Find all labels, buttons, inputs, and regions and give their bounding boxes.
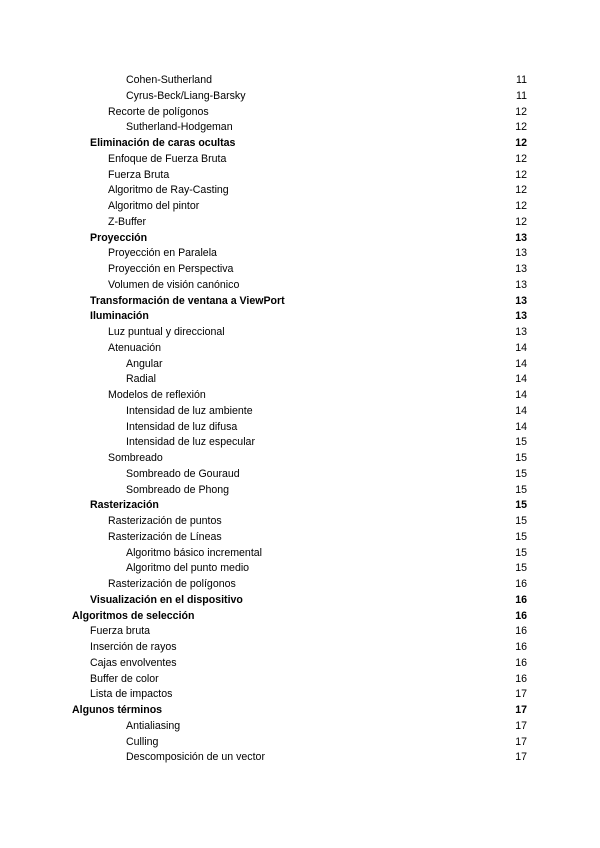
toc-entry[interactable] — [0, 593, 600, 609]
toc-entry-title: Algoritmos de selección — [72, 609, 195, 622]
toc-entry-title: Iluminación — [90, 310, 149, 323]
toc-entry-title: Visualización en el dispositivo — [90, 593, 243, 606]
toc-entry[interactable] — [0, 435, 600, 451]
toc-entry-title: Algoritmo del punto medio — [126, 562, 250, 575]
toc-entry-page-number: 15 — [515, 562, 527, 575]
toc-entry[interactable] — [0, 640, 600, 656]
toc-entry[interactable] — [0, 325, 600, 341]
toc-entry[interactable] — [0, 231, 600, 247]
toc-entry-page-number: 13 — [515, 263, 527, 275]
toc-entry-title: Rasterización de Líneas — [108, 530, 222, 543]
toc-entry-title: Inserción de rayos — [90, 641, 177, 653]
toc-entry-page-number: 15 — [515, 436, 527, 449]
toc-entry-page-number: 15 — [515, 467, 527, 480]
toc-entry-page-number: 17 — [515, 735, 527, 748]
toc-entry[interactable] — [0, 152, 600, 168]
table-of-contents — [0, 73, 600, 766]
toc-entry-page-number: 11 — [516, 89, 527, 102]
toc-entry-title: Intensidad de luz difusa — [126, 420, 238, 433]
toc-entry-page-number: 11 — [516, 74, 527, 86]
toc-entry-page-number: 12 — [515, 168, 527, 181]
toc-entry-title: Radial — [126, 373, 157, 386]
toc-entry-page-number: 16 — [515, 656, 527, 669]
toc-entry-page-number: 15 — [515, 515, 527, 527]
toc-entry-title: Z-Buffer — [108, 215, 147, 228]
toc-entry[interactable] — [0, 199, 600, 215]
toc-entry-page-number: 14 — [515, 404, 527, 417]
toc-entry[interactable] — [0, 561, 600, 577]
toc-entry-title: Atenuación — [108, 341, 162, 354]
toc-entry-page-number: 14 — [515, 420, 527, 433]
toc-entry-title: Lista de impactos — [90, 688, 173, 701]
toc-entry[interactable] — [0, 624, 600, 640]
toc-entry[interactable] — [0, 278, 600, 294]
toc-entry-title: Cohen-Sutherland — [126, 74, 212, 86]
toc-entry-page-number: 12 — [515, 121, 527, 134]
toc-entry[interactable] — [0, 546, 600, 562]
toc-entry[interactable] — [0, 498, 600, 514]
toc-entry-page-number: 15 — [515, 483, 527, 496]
toc-entry-title: Fuerza bruta — [90, 625, 151, 638]
toc-entry-page-number: 16 — [515, 609, 527, 622]
toc-entry[interactable] — [0, 341, 600, 357]
toc-entry-title: Sombreado de Phong — [126, 483, 230, 496]
toc-entry-title: Cajas envolventes — [90, 656, 177, 669]
toc-entry[interactable] — [0, 467, 600, 483]
toc-entry[interactable] — [0, 750, 600, 766]
toc-entry-page-number: 13 — [515, 310, 527, 323]
toc-entry-title: Sombreado de Gouraud — [126, 467, 240, 480]
toc-entry[interactable] — [0, 357, 600, 373]
toc-entry-title: Angular — [126, 357, 163, 370]
toc-entry-page-number: 17 — [515, 719, 527, 732]
toc-entry-page-number: 16 — [515, 641, 527, 653]
toc-entry-title: Antialiasing — [126, 719, 181, 732]
toc-entry-title: Algoritmo de Ray-Casting — [108, 184, 229, 197]
toc-entry-page-number: 14 — [515, 341, 527, 354]
toc-entry-page-number: 13 — [515, 326, 527, 338]
toc-entry[interactable] — [0, 262, 600, 278]
toc-entry-page-number: 15 — [515, 452, 527, 464]
toc-entry-title: Proyección en Paralela — [108, 247, 217, 260]
toc-entry-title: Rasterización de puntos — [108, 515, 222, 527]
toc-entry-title: Luz puntual y direccional — [108, 326, 225, 338]
toc-entry-page-number: 14 — [515, 389, 527, 401]
toc-entry-title: Intensidad de luz especular — [126, 436, 255, 449]
toc-entry[interactable] — [0, 294, 600, 310]
toc-entry[interactable] — [0, 577, 600, 593]
toc-entry-page-number: 17 — [515, 751, 527, 764]
toc-entry[interactable] — [0, 105, 600, 121]
toc-entry-title: Descomposición de un vector — [126, 751, 265, 764]
toc-entry-page-number: 16 — [515, 578, 527, 590]
toc-entry-title: Recorte de polígonos — [108, 105, 209, 118]
toc-entry-page-number: 12 — [515, 152, 527, 165]
toc-entry-title: Modelos de reflexión — [108, 389, 206, 401]
toc-entry[interactable] — [0, 719, 600, 735]
toc-entry-page-number: 16 — [515, 625, 527, 638]
toc-entry-title: Eliminación de caras ocultas — [90, 137, 236, 149]
toc-entry-page-number: 15 — [515, 530, 527, 543]
toc-entry[interactable] — [0, 183, 600, 199]
toc-entry-title: Proyección — [90, 231, 148, 244]
toc-entry-page-number: 12 — [515, 200, 527, 212]
toc-entry-title: Rasterización — [90, 499, 159, 512]
toc-entry-title: Buffer de color — [90, 672, 159, 685]
toc-entry-page-number: 17 — [515, 688, 527, 701]
toc-entry-title: Enfoque de Fuerza Bruta — [108, 152, 227, 165]
toc-entry[interactable] — [0, 73, 600, 89]
toc-entry-title: Proyección en Perspectiva — [108, 263, 234, 275]
toc-entry[interactable] — [0, 483, 600, 499]
toc-entry[interactable] — [0, 735, 600, 751]
toc-entry[interactable] — [0, 703, 600, 719]
toc-entry[interactable] — [0, 656, 600, 672]
toc-entry[interactable] — [0, 420, 600, 436]
toc-entry[interactable] — [0, 687, 600, 703]
toc-entry[interactable] — [0, 215, 600, 231]
toc-entry[interactable] — [0, 372, 600, 388]
toc-entry-title: Algunos términos — [72, 704, 163, 716]
toc-entry-page-number: 12 — [515, 215, 527, 228]
toc-entry[interactable] — [0, 246, 600, 262]
toc-entry-title: Culling — [126, 735, 159, 748]
toc-entry-title: Algoritmo básico incremental — [126, 546, 263, 559]
toc-entry[interactable] — [0, 609, 600, 625]
toc-entry-title: Fuerza Bruta — [108, 168, 170, 181]
toc-entry-page-number: 16 — [515, 672, 527, 685]
toc-entry-title: Intensidad de luz ambiente — [126, 404, 253, 417]
toc-entry-title: Rasterización de polígonos — [108, 578, 236, 590]
toc-entry-title: Volumen de visión canónico — [108, 278, 240, 291]
toc-entry[interactable] — [0, 309, 600, 325]
toc-entry-page-number: 12 — [515, 184, 527, 197]
toc-entry-title: Transformación de ventana a ViewPort — [90, 294, 285, 307]
toc-entry-page-number: 12 — [515, 137, 527, 149]
toc-entry-page-number: 13 — [515, 278, 527, 291]
toc-entry-page-number: 14 — [515, 357, 527, 370]
toc-entry[interactable] — [0, 451, 600, 467]
toc-entry-page-number: 14 — [515, 373, 527, 386]
toc-entry[interactable] — [0, 168, 600, 184]
toc-entry-title: Cyrus-Beck/Liang-Barsky — [126, 89, 246, 102]
toc-entry-page-number: 17 — [515, 704, 527, 716]
toc-entry[interactable] — [0, 530, 600, 546]
toc-entry-page-number: 13 — [515, 247, 527, 260]
toc-entry-title: Algoritmo del pintor — [108, 200, 200, 212]
toc-entry[interactable] — [0, 388, 600, 404]
toc-entry-page-number: 15 — [515, 546, 527, 559]
toc-entry-page-number: 13 — [515, 294, 527, 307]
toc-entry-page-number: 12 — [515, 105, 527, 118]
toc-entry[interactable] — [0, 136, 600, 152]
toc-entry-page-number: 13 — [515, 231, 527, 244]
toc-entry[interactable] — [0, 404, 600, 420]
toc-entry[interactable] — [0, 514, 600, 530]
toc-entry-title: Sutherland-Hodgeman — [126, 121, 233, 134]
toc-entry-page-number: 15 — [515, 499, 527, 512]
toc-entry-title: Sombreado — [108, 452, 163, 464]
toc-entry[interactable] — [0, 89, 600, 105]
toc-entry[interactable] — [0, 672, 600, 688]
toc-entry-page-number: 16 — [515, 593, 527, 606]
toc-entry[interactable] — [0, 120, 600, 136]
